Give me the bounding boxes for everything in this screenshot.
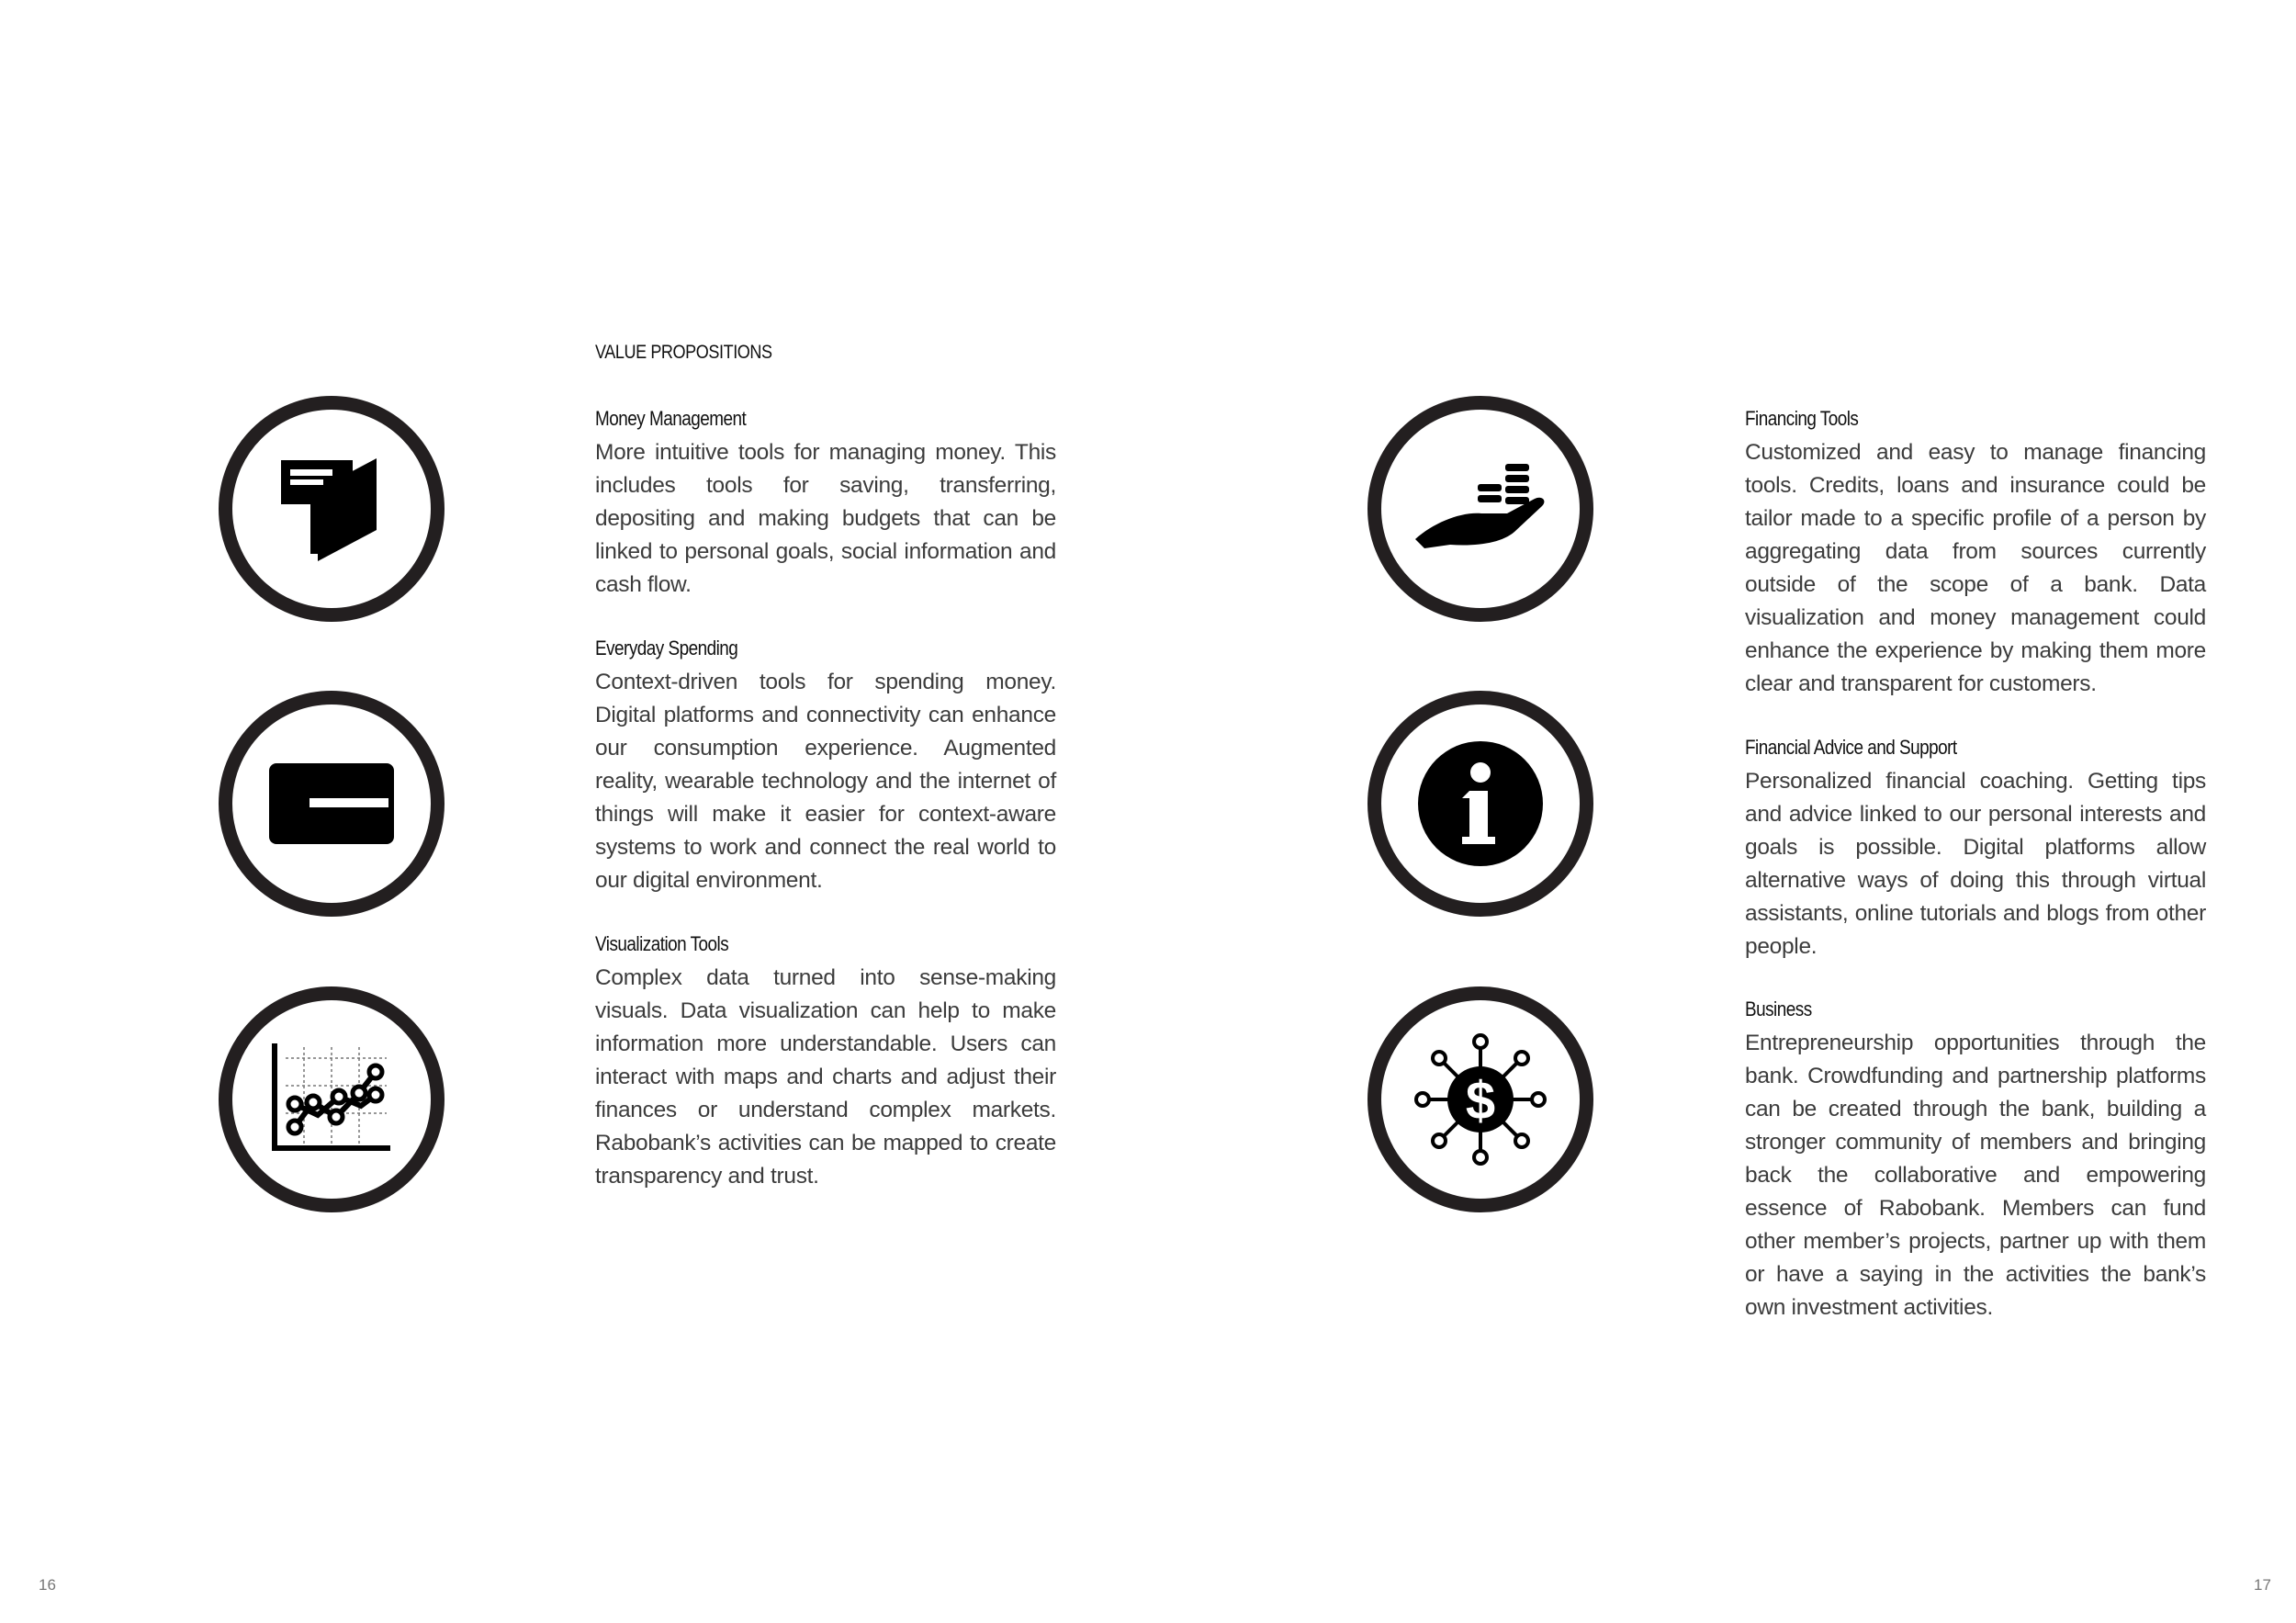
credit-card-icon — [219, 691, 445, 917]
financing-tools-block — [1745, 405, 2206, 701]
page-number-right: 17 — [2254, 1576, 2271, 1594]
block-body: More intuitive tools for managing money. This includes tools for saving, transferring, depositing and making budgets that can be linked to personal goals, social information and cash flow. — [595, 440, 1056, 597]
section-heading: VALUE PROPOSITIONS — [595, 342, 772, 363]
block-title: Financial Advice and Support — [1745, 736, 1957, 759]
visualization-tools-block — [595, 930, 1056, 1193]
block-title: Everyday Spending — [595, 637, 738, 659]
financial-advice-block — [1745, 734, 2206, 964]
block-body: Personalized financial coaching. Getting tips and advice linked to our personal interests and goals is possible. Digital platforms allow alternative ways of doing this through virtual assistants, online tutorials and blogs from other people. — [1745, 769, 2206, 959]
block-title: Money Management — [595, 407, 747, 430]
block-title: Financing Tools — [1745, 407, 1859, 430]
business-block — [1745, 996, 2206, 1324]
block-body: Entrepreneurship opportunities through the bank. Crowdfunding and partnership platforms can be created through the bank, building a stronger community of members and bringing back the collaborative and empowering essence of Rabobank. Members can fund other member’s projects, partner up with them or have a saying in the activities the bank’s own investment activities. — [1745, 1031, 2206, 1320]
dollar-network-icon — [1367, 986, 1593, 1212]
line-chart-icon — [219, 986, 445, 1212]
page-number-left: 16 — [39, 1576, 56, 1594]
block-body: Context-driven tools for spending money. Digital platforms and connectivity can enhance our consumption experience. Augmented reality, wearable technology and the internet of things will make it easier for context-aware systems to work and connect the real world to our digital environment. — [595, 670, 1056, 893]
hand-coins-icon — [1367, 396, 1593, 622]
wallet-icon — [219, 396, 445, 622]
block-title: Business — [1745, 997, 1812, 1020]
svg-text:$: $ — [1465, 1071, 1496, 1131]
block-title: Visualization Tools — [595, 932, 729, 955]
block-body: Customized and easy to manage financing tools. Credits, loans and insurance could be tailor made to a specific profile of a person by aggregating data from sources currently outside of the scope of a bank. Data visualization and money management could enhance the experience by making them more clear and transparent for customers. — [1745, 440, 2206, 696]
block-body: Complex data turned into sense-making visuals. Data visualization can help to make information more understandable. Users can interact with maps and charts and adjust their finances or understand complex markets. Rabobank’s activities can be mapped to create transparency and trust. — [595, 965, 1056, 1189]
everyday-spending-block — [595, 635, 1056, 897]
info-icon — [1367, 691, 1593, 917]
money-management-block — [595, 405, 1056, 602]
